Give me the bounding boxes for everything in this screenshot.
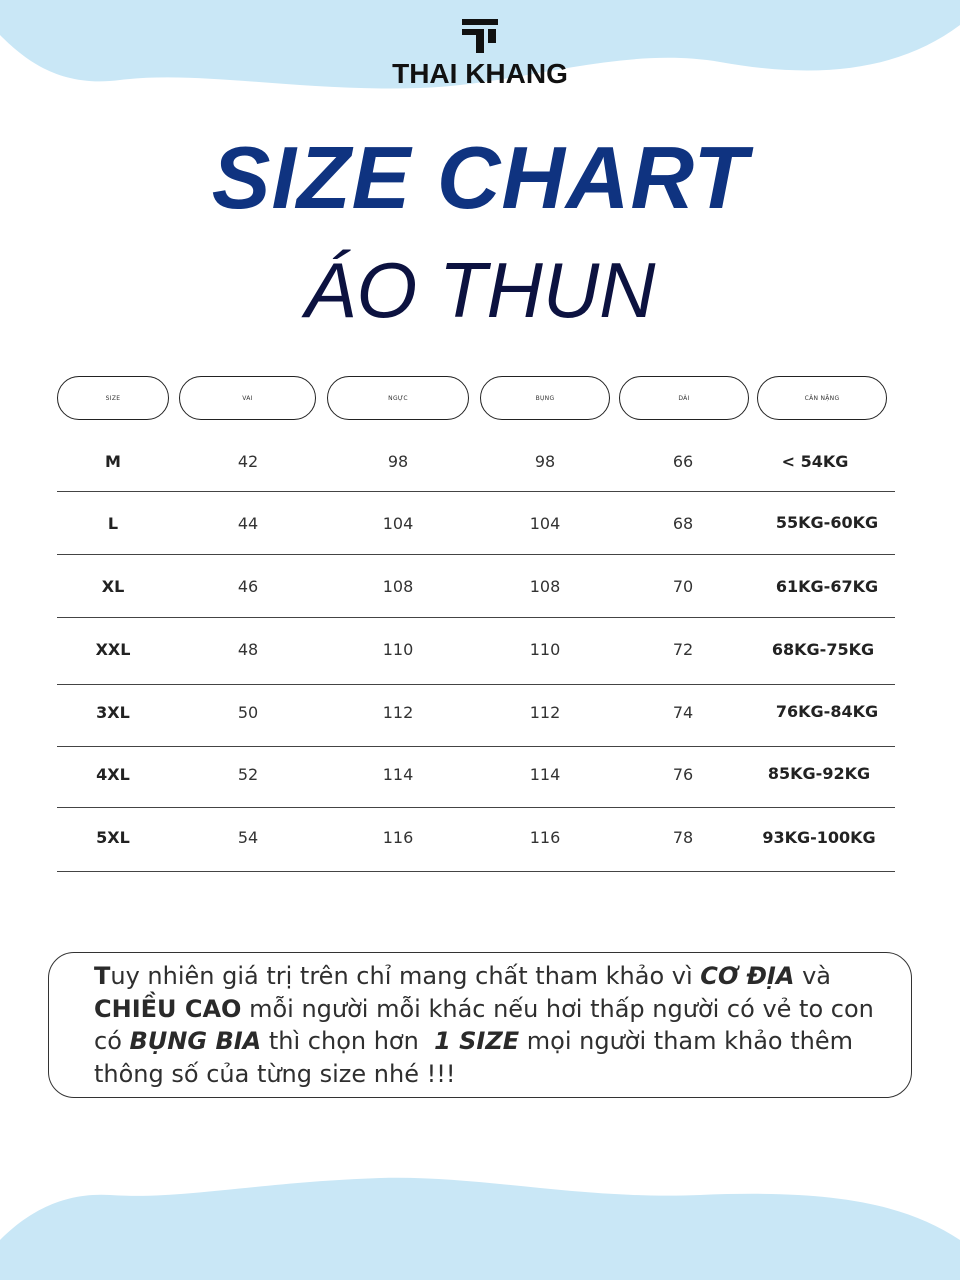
header-waist: BỤNG [480, 376, 610, 420]
row-divider [57, 491, 895, 492]
length-cell: 70 [672, 577, 694, 596]
chest-cell: 104 [382, 514, 414, 533]
note-bold-belly: BỤNG BIA [129, 1027, 262, 1055]
length-cell: 66 [672, 452, 694, 471]
brand-logo [0, 16, 960, 90]
waist-cell: 114 [529, 765, 561, 784]
shoulder-cell: 46 [237, 577, 259, 596]
length-cell: 78 [672, 828, 694, 847]
waist-cell: 98 [534, 452, 556, 471]
length-cell: 74 [672, 703, 694, 722]
note-span: và [794, 962, 831, 990]
row-divider [57, 617, 895, 618]
brand-mark-icon [460, 16, 500, 56]
row-divider [57, 746, 895, 747]
chest-cell: 110 [382, 640, 414, 659]
shoulder-cell: 54 [237, 828, 259, 847]
note-text [94, 960, 894, 1090]
row-divider [57, 554, 895, 555]
weight-cell: 68KG-75KG [771, 640, 875, 659]
weight-cell: 55KG-60KG [775, 513, 879, 532]
header-size: SIZE [57, 376, 169, 420]
size-cell: 5XL [96, 828, 130, 847]
note-initial: T [94, 962, 111, 990]
waist-cell: 110 [529, 640, 561, 659]
shoulder-cell: 52 [237, 765, 259, 784]
waist-cell: 104 [529, 514, 561, 533]
waist-cell: 116 [529, 828, 561, 847]
length-cell: 68 [672, 514, 694, 533]
bottom-wave-decoration [0, 1170, 960, 1280]
size-cell: M [105, 452, 121, 471]
shoulder-cell: 44 [237, 514, 259, 533]
header-chest: NGỰC [327, 376, 469, 420]
weight-cell: < 54KG [781, 452, 849, 471]
shoulder-cell: 42 [237, 452, 259, 471]
note-bold-body-type: CƠ ĐỊA [700, 962, 795, 990]
chest-cell: 108 [382, 577, 414, 596]
shoulder-cell: 48 [237, 640, 259, 659]
weight-cell: 93KG-100KG [762, 828, 876, 847]
size-cell: XXL [95, 640, 131, 659]
note-bold-height: CHIỀU CAO [94, 994, 242, 1023]
note-bold-one-size: 1 SIZE [434, 1027, 520, 1055]
note-span: mỗi người mỗi khác nếu hơi thấp người có vẻ to con có [94, 994, 874, 1055]
waist-cell: 112 [529, 703, 561, 722]
page-title: SIZE CHART [211, 128, 749, 227]
brand-name: THAI KHANG [392, 58, 568, 89]
row-divider [57, 684, 895, 685]
chest-cell: 112 [382, 703, 414, 722]
weight-cell: 61KG-67KG [775, 577, 879, 596]
size-cell: 3XL [96, 703, 130, 722]
waist-cell: 108 [529, 577, 561, 596]
header-shoulder: VAI [179, 376, 316, 420]
weight-cell: 85KG-92KG [767, 764, 871, 783]
header-length: DÀI [619, 376, 749, 420]
header-weight: CÂN NẶNG [757, 376, 887, 420]
row-divider [57, 871, 895, 872]
chest-cell: 116 [382, 828, 414, 847]
size-cell: XL [101, 577, 125, 596]
chest-cell: 114 [382, 765, 414, 784]
shoulder-cell: 50 [237, 703, 259, 722]
page-subtitle: ÁO THUN [304, 246, 656, 334]
weight-cell: 76KG-84KG [775, 702, 879, 721]
length-cell: 72 [672, 640, 694, 659]
length-cell: 76 [672, 765, 694, 784]
note-span: mọi người tham khảo thêm thông số của từng size nhé !!! [94, 1027, 854, 1088]
size-cell: L [107, 514, 119, 533]
size-cell: 4XL [96, 765, 130, 784]
row-divider [57, 807, 895, 808]
chest-cell: 98 [387, 452, 409, 471]
note-span: thì chọn hơn [261, 1027, 435, 1055]
note-span: uy nhiên giá trị trên chỉ mang chất tham khảo vì [110, 962, 701, 990]
